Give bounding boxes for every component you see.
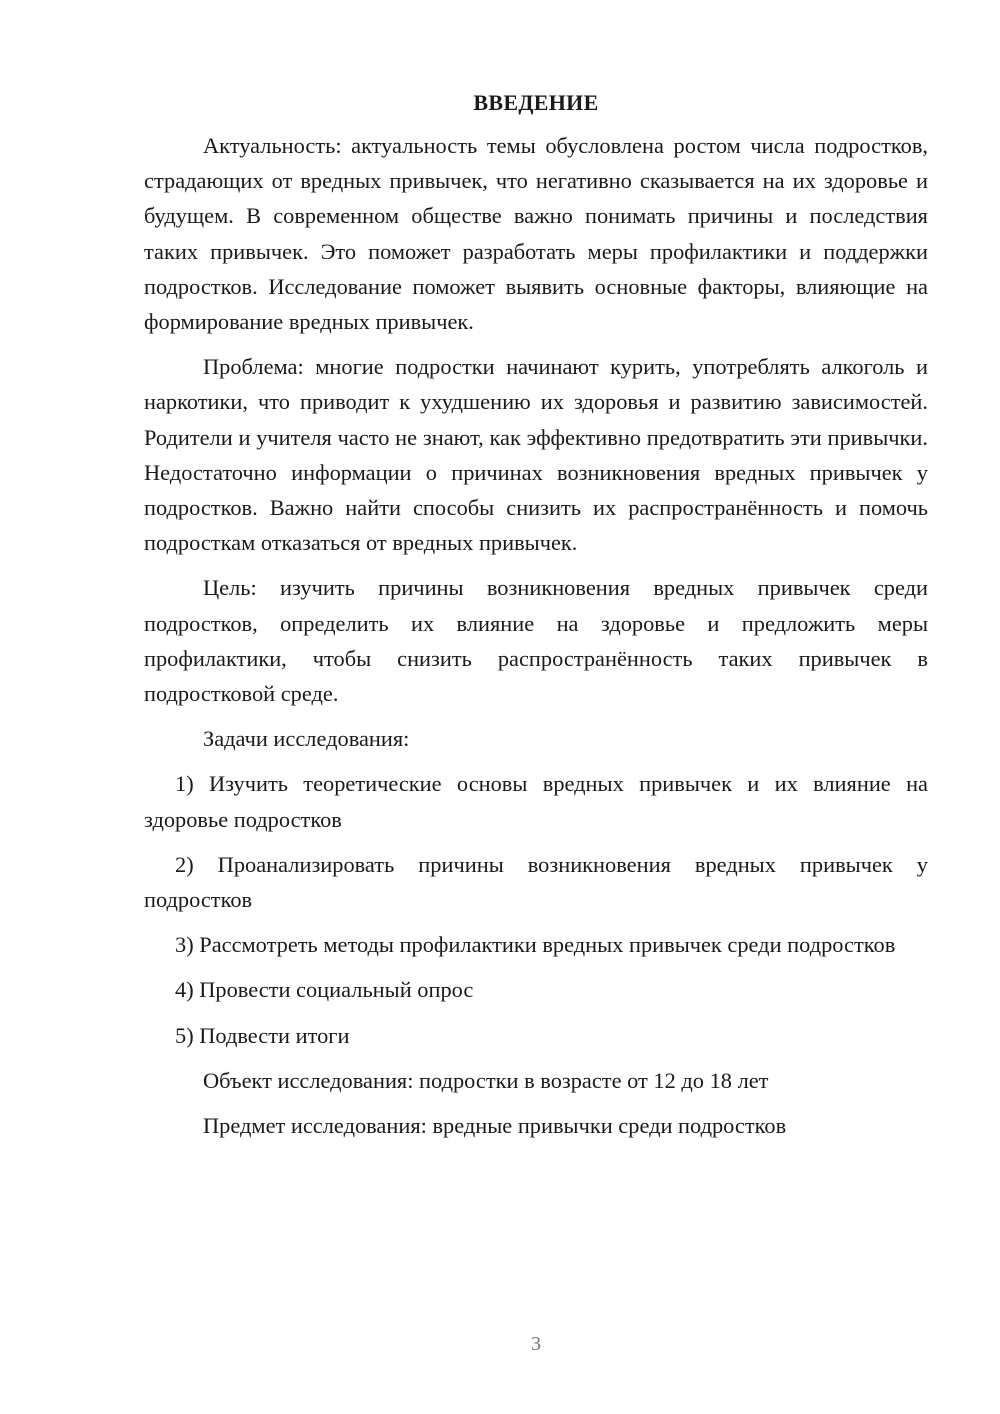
page-number: 3 [531, 1333, 541, 1355]
task-item-1: 1) Изучить теоретические основы вредных привычек и их влияние на здоровье подростков [144, 771, 928, 832]
research-subject: Предмет исследования: вредные привычки среди подростков [203, 1113, 787, 1139]
paragraph-goal: Цель: изучить причины возникновения вредных привычек среди подростков, определить их влияние на здоровье и предложить меры профилактики, чтобы снизить распространённость таких привычек в подростковой среде. [144, 575, 928, 707]
task-item-3: 3) Рассмотреть методы профилактики вредных привычек среди подростков [175, 932, 896, 958]
task-item-2: 2) Проанализировать причины возникновения вредных привычек у подростков [144, 851, 928, 913]
tasks-title: Задачи исследования: [203, 726, 410, 752]
document-page [144, 90, 928, 1153]
task-item-4: 4) Провести социальный опрос [175, 977, 474, 1003]
task-item-5: 5) Подвести итоги [175, 1022, 350, 1048]
paragraph-problem: Проблема: многие подростки начинают курить, употреблять алкоголь и наркотики, что приводит к ухудшению их здоровья и развитию зависимостей. Родители и учителя часто не знают, как эффективно предотвратить эти привычки. Недостаточно информации о причинах возникновения вредных привычек у подростков. Важно найти способы снизить их распространённость и помочь подросткам отказаться от вредных привычек. [144, 354, 928, 556]
paragraph-relevance: Актуальность: актуальность темы обусловлена ростом числа подростков, страдающих от вредных привычек, что негативно сказывается на их здоровье и будущем. В современном обществе важно понимать причины и последствия таких привычек. Это поможет разработать меры профилактики и поддержки подростков. Исследование поможет выявить основные факторы, влияющие на формирование вредных привычек. [144, 133, 928, 335]
section-heading: ВВЕДЕНИЕ [473, 90, 599, 115]
research-object: Объект исследования: подростки в возрасте от 12 до 18 лет [203, 1067, 769, 1093]
